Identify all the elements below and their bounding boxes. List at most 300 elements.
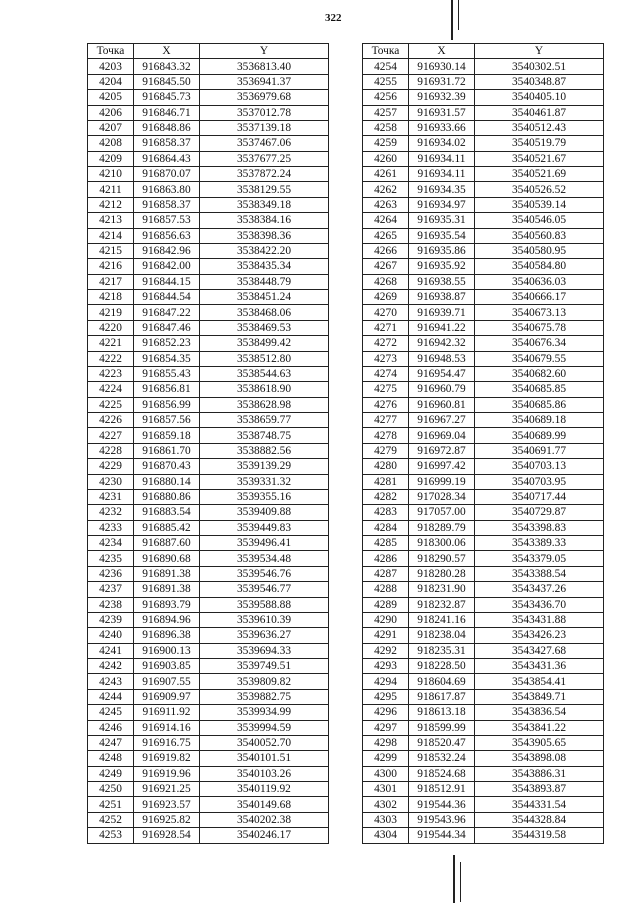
x-coordinate-cell: 916847.46 bbox=[134, 320, 200, 335]
x-coordinate-cell: 916885.42 bbox=[134, 520, 200, 535]
x-coordinate-cell: 916969.04 bbox=[409, 428, 475, 443]
point-number-cell: 4262 bbox=[363, 182, 409, 197]
x-coordinate-cell: 916928.54 bbox=[134, 828, 200, 843]
y-coordinate-cell: 3539809.82 bbox=[200, 674, 329, 689]
y-coordinate-cell: 3538398.36 bbox=[200, 228, 329, 243]
table-row bbox=[88, 90, 329, 105]
table-row bbox=[363, 659, 604, 674]
table-row bbox=[88, 582, 329, 597]
y-coordinate-cell: 3543388.54 bbox=[475, 566, 604, 581]
table-row bbox=[88, 566, 329, 581]
point-number-cell: 4267 bbox=[363, 259, 409, 274]
point-number-cell: 4286 bbox=[363, 551, 409, 566]
table-row bbox=[363, 705, 604, 720]
y-coordinate-cell: 3543398.83 bbox=[475, 520, 604, 535]
y-coordinate-cell: 3539546.77 bbox=[200, 582, 329, 597]
x-coordinate-cell: 916916.75 bbox=[134, 735, 200, 750]
point-number-cell: 4233 bbox=[88, 520, 134, 535]
point-number-cell: 4290 bbox=[363, 612, 409, 627]
y-coordinate-cell: 3536979.68 bbox=[200, 90, 329, 105]
point-number-cell: 4229 bbox=[88, 459, 134, 474]
table-row bbox=[88, 182, 329, 197]
point-number-cell: 4224 bbox=[88, 382, 134, 397]
y-coordinate-cell: 3540519.79 bbox=[475, 136, 604, 151]
y-coordinate-cell: 3540348.87 bbox=[475, 74, 604, 89]
x-coordinate-cell: 916932.39 bbox=[409, 90, 475, 105]
x-coordinate-cell: 916997.42 bbox=[409, 459, 475, 474]
y-coordinate-cell: 3540685.85 bbox=[475, 382, 604, 397]
y-coordinate-cell: 3543893.87 bbox=[475, 782, 604, 797]
x-coordinate-cell: 916847.22 bbox=[134, 305, 200, 320]
table-row bbox=[363, 766, 604, 781]
x-coordinate-cell: 916939.71 bbox=[409, 305, 475, 320]
x-coordinate-cell: 916846.71 bbox=[134, 105, 200, 120]
y-coordinate-cell: 3543427.68 bbox=[475, 643, 604, 658]
y-coordinate-cell: 3538349.18 bbox=[200, 197, 329, 212]
x-coordinate-cell: 918280.28 bbox=[409, 566, 475, 581]
coordinates-table-left bbox=[87, 43, 329, 844]
y-coordinate-cell: 3536941.37 bbox=[200, 74, 329, 89]
table-row bbox=[88, 167, 329, 182]
table-row bbox=[88, 659, 329, 674]
table-row bbox=[363, 489, 604, 504]
point-number-cell: 4217 bbox=[88, 274, 134, 289]
x-coordinate-cell: 918228.50 bbox=[409, 659, 475, 674]
table-row bbox=[88, 397, 329, 412]
point-number-cell: 4259 bbox=[363, 136, 409, 151]
x-coordinate-cell: 916919.82 bbox=[134, 751, 200, 766]
x-coordinate-cell: 916914.16 bbox=[134, 720, 200, 735]
point-number-cell: 4204 bbox=[88, 74, 134, 89]
y-coordinate-cell: 3543436.70 bbox=[475, 597, 604, 612]
table-row bbox=[88, 720, 329, 735]
y-coordinate-cell: 3540461.87 bbox=[475, 105, 604, 120]
y-coordinate-cell: 3540580.95 bbox=[475, 243, 604, 258]
x-coordinate-cell: 916880.14 bbox=[134, 474, 200, 489]
x-coordinate-cell: 916935.54 bbox=[409, 228, 475, 243]
x-coordinate-cell: 916960.79 bbox=[409, 382, 475, 397]
point-number-cell: 4296 bbox=[363, 705, 409, 720]
table-row bbox=[363, 628, 604, 643]
point-number-cell: 4297 bbox=[363, 720, 409, 735]
table-row bbox=[363, 566, 604, 581]
point-number-cell: 4206 bbox=[88, 105, 134, 120]
point-number-cell: 4211 bbox=[88, 182, 134, 197]
y-coordinate-cell: 3540546.05 bbox=[475, 213, 604, 228]
y-coordinate-cell: 3540202.38 bbox=[200, 812, 329, 827]
point-number-cell: 4248 bbox=[88, 751, 134, 766]
y-coordinate-cell: 3537872.24 bbox=[200, 167, 329, 182]
point-number-cell: 4254 bbox=[363, 59, 409, 74]
table-row bbox=[363, 397, 604, 412]
point-number-cell: 4249 bbox=[88, 766, 134, 781]
table-row bbox=[88, 151, 329, 166]
y-coordinate-cell: 3539994.59 bbox=[200, 720, 329, 735]
y-coordinate-cell: 3538882.56 bbox=[200, 443, 329, 458]
x-coordinate-cell: 918231.90 bbox=[409, 582, 475, 597]
y-coordinate-cell: 3539409.88 bbox=[200, 505, 329, 520]
point-number-cell: 4215 bbox=[88, 243, 134, 258]
table-row bbox=[88, 705, 329, 720]
point-number-cell: 4281 bbox=[363, 474, 409, 489]
table-row bbox=[88, 812, 329, 827]
y-coordinate-cell: 3543841.22 bbox=[475, 720, 604, 735]
x-coordinate-cell: 916999.19 bbox=[409, 474, 475, 489]
x-coordinate-cell: 918520.47 bbox=[409, 735, 475, 750]
y-coordinate-cell: 3544319.58 bbox=[475, 828, 604, 843]
table-row bbox=[88, 643, 329, 658]
point-number-cell: 4205 bbox=[88, 90, 134, 105]
point-number-cell: 4273 bbox=[363, 351, 409, 366]
point-number-cell: 4277 bbox=[363, 413, 409, 428]
x-coordinate-cell: 916842.00 bbox=[134, 259, 200, 274]
y-coordinate-cell: 3544328.84 bbox=[475, 812, 604, 827]
x-coordinate-cell: 916931.72 bbox=[409, 74, 475, 89]
table-row bbox=[88, 259, 329, 274]
x-coordinate-cell: 916938.87 bbox=[409, 290, 475, 305]
table-row bbox=[363, 74, 604, 89]
x-coordinate-cell: 916954.47 bbox=[409, 366, 475, 381]
table-row bbox=[88, 274, 329, 289]
point-number-cell: 4235 bbox=[88, 551, 134, 566]
point-number-cell: 4301 bbox=[363, 782, 409, 797]
y-coordinate-cell: 3537677.25 bbox=[200, 151, 329, 166]
y-coordinate-cell: 3540521.69 bbox=[475, 167, 604, 182]
point-number-cell: 4207 bbox=[88, 120, 134, 135]
x-coordinate-cell: 916919.96 bbox=[134, 766, 200, 781]
x-coordinate-cell: 916883.54 bbox=[134, 505, 200, 520]
table-row bbox=[88, 197, 329, 212]
y-coordinate-cell: 3538468.06 bbox=[200, 305, 329, 320]
table-row bbox=[88, 612, 329, 627]
point-number-cell: 4241 bbox=[88, 643, 134, 658]
point-number-cell: 4220 bbox=[88, 320, 134, 335]
x-coordinate-cell: 916880.86 bbox=[134, 489, 200, 504]
y-coordinate-cell: 3540302.51 bbox=[475, 59, 604, 74]
point-number-cell: 4288 bbox=[363, 582, 409, 597]
x-coordinate-cell: 916931.57 bbox=[409, 105, 475, 120]
x-coordinate-cell: 916843.32 bbox=[134, 59, 200, 74]
y-coordinate-cell: 3539588.88 bbox=[200, 597, 329, 612]
table-row bbox=[88, 797, 329, 812]
table-row bbox=[363, 151, 604, 166]
x-coordinate-cell: 916934.02 bbox=[409, 136, 475, 151]
table-row bbox=[363, 643, 604, 658]
x-coordinate-cell: 916844.15 bbox=[134, 274, 200, 289]
point-number-cell: 4237 bbox=[88, 582, 134, 597]
y-coordinate-cell: 3538544.63 bbox=[200, 366, 329, 381]
table-row bbox=[363, 182, 604, 197]
table-row bbox=[88, 413, 329, 428]
x-coordinate-cell: 916911.92 bbox=[134, 705, 200, 720]
x-coordinate-cell: 916856.63 bbox=[134, 228, 200, 243]
y-coordinate-cell: 3539749.51 bbox=[200, 659, 329, 674]
table-row bbox=[88, 505, 329, 520]
table-row bbox=[88, 59, 329, 74]
x-coordinate-cell: 918524.68 bbox=[409, 766, 475, 781]
y-coordinate-cell: 3538448.79 bbox=[200, 274, 329, 289]
table-row bbox=[363, 505, 604, 520]
y-coordinate-cell: 3540703.13 bbox=[475, 459, 604, 474]
y-coordinate-cell: 3540689.18 bbox=[475, 413, 604, 428]
point-number-cell: 4302 bbox=[363, 797, 409, 812]
point-number-cell: 4276 bbox=[363, 397, 409, 412]
y-coordinate-cell: 3540676.34 bbox=[475, 336, 604, 351]
header-x: X bbox=[409, 44, 475, 59]
point-number-cell: 4255 bbox=[363, 74, 409, 89]
table-row bbox=[363, 443, 604, 458]
x-coordinate-cell: 918232.87 bbox=[409, 597, 475, 612]
x-coordinate-cell: 916903.85 bbox=[134, 659, 200, 674]
x-coordinate-cell: 918512.91 bbox=[409, 782, 475, 797]
x-coordinate-cell: 916934.35 bbox=[409, 182, 475, 197]
table-row bbox=[88, 320, 329, 335]
table-row bbox=[363, 520, 604, 535]
point-number-cell: 4223 bbox=[88, 366, 134, 381]
x-coordinate-cell: 916864.43 bbox=[134, 151, 200, 166]
table-row bbox=[88, 689, 329, 704]
table-row bbox=[363, 689, 604, 704]
y-coordinate-cell: 3540101.51 bbox=[200, 751, 329, 766]
table-row bbox=[363, 674, 604, 689]
x-coordinate-cell: 918604.69 bbox=[409, 674, 475, 689]
x-coordinate-cell: 916857.56 bbox=[134, 413, 200, 428]
y-coordinate-cell: 3543379.05 bbox=[475, 551, 604, 566]
table-row bbox=[88, 74, 329, 89]
point-number-cell: 4294 bbox=[363, 674, 409, 689]
x-coordinate-cell: 916938.55 bbox=[409, 274, 475, 289]
y-coordinate-cell: 3539882.75 bbox=[200, 689, 329, 704]
table-row bbox=[363, 259, 604, 274]
point-number-cell: 4272 bbox=[363, 336, 409, 351]
y-coordinate-cell: 3539546.76 bbox=[200, 566, 329, 581]
x-coordinate-cell: 916845.50 bbox=[134, 74, 200, 89]
table-row bbox=[88, 828, 329, 843]
table-row bbox=[363, 320, 604, 335]
y-coordinate-cell: 3539331.32 bbox=[200, 474, 329, 489]
y-coordinate-cell: 3536813.40 bbox=[200, 59, 329, 74]
table-row bbox=[363, 797, 604, 812]
x-coordinate-cell: 916855.43 bbox=[134, 366, 200, 381]
header-point: Точка bbox=[88, 44, 134, 59]
y-coordinate-cell: 3539534.48 bbox=[200, 551, 329, 566]
point-number-cell: 4244 bbox=[88, 689, 134, 704]
table-row bbox=[363, 751, 604, 766]
table-row bbox=[363, 612, 604, 627]
x-coordinate-cell: 916909.97 bbox=[134, 689, 200, 704]
y-coordinate-cell: 3540103.26 bbox=[200, 766, 329, 781]
table-row bbox=[363, 105, 604, 120]
y-coordinate-cell: 3543886.31 bbox=[475, 766, 604, 781]
x-coordinate-cell: 916857.53 bbox=[134, 213, 200, 228]
point-number-cell: 4240 bbox=[88, 628, 134, 643]
scan-fold-mark bbox=[458, 0, 459, 30]
y-coordinate-cell: 3540682.60 bbox=[475, 366, 604, 381]
point-number-cell: 4218 bbox=[88, 290, 134, 305]
point-number-cell: 4216 bbox=[88, 259, 134, 274]
y-coordinate-cell: 3540691.77 bbox=[475, 443, 604, 458]
y-coordinate-cell: 3539934.99 bbox=[200, 705, 329, 720]
y-coordinate-cell: 3543849.71 bbox=[475, 689, 604, 704]
point-number-cell: 4284 bbox=[363, 520, 409, 535]
x-coordinate-cell: 918300.06 bbox=[409, 536, 475, 551]
y-coordinate-cell: 3538512.80 bbox=[200, 351, 329, 366]
y-coordinate-cell: 3539610.39 bbox=[200, 612, 329, 627]
point-number-cell: 4227 bbox=[88, 428, 134, 443]
y-coordinate-cell: 3540685.86 bbox=[475, 397, 604, 412]
y-coordinate-cell: 3540673.13 bbox=[475, 305, 604, 320]
header-y: Y bbox=[475, 44, 604, 59]
x-coordinate-cell: 918613.18 bbox=[409, 705, 475, 720]
y-coordinate-cell: 3543431.36 bbox=[475, 659, 604, 674]
x-coordinate-cell: 916948.53 bbox=[409, 351, 475, 366]
y-coordinate-cell: 3543389.33 bbox=[475, 536, 604, 551]
coordinates-table-right bbox=[362, 43, 604, 844]
x-coordinate-cell: 918532.24 bbox=[409, 751, 475, 766]
point-number-cell: 4271 bbox=[363, 320, 409, 335]
y-coordinate-cell: 3540636.03 bbox=[475, 274, 604, 289]
point-number-cell: 4253 bbox=[88, 828, 134, 843]
table-row bbox=[88, 459, 329, 474]
x-coordinate-cell: 918241.16 bbox=[409, 612, 475, 627]
point-number-cell: 4268 bbox=[363, 274, 409, 289]
point-number-cell: 4258 bbox=[363, 120, 409, 135]
point-number-cell: 4222 bbox=[88, 351, 134, 366]
table-row bbox=[363, 428, 604, 443]
table-row bbox=[363, 305, 604, 320]
point-number-cell: 4219 bbox=[88, 305, 134, 320]
x-coordinate-cell: 917028.34 bbox=[409, 489, 475, 504]
point-number-cell: 4228 bbox=[88, 443, 134, 458]
point-number-cell: 4251 bbox=[88, 797, 134, 812]
point-number-cell: 4245 bbox=[88, 705, 134, 720]
x-coordinate-cell: 918289.79 bbox=[409, 520, 475, 535]
x-coordinate-cell: 916854.35 bbox=[134, 351, 200, 366]
x-coordinate-cell: 916842.96 bbox=[134, 243, 200, 258]
x-coordinate-cell: 916972.87 bbox=[409, 443, 475, 458]
table-row bbox=[88, 628, 329, 643]
table-row bbox=[363, 366, 604, 381]
table-row bbox=[88, 213, 329, 228]
table-row bbox=[88, 382, 329, 397]
x-coordinate-cell: 916900.13 bbox=[134, 643, 200, 658]
x-coordinate-cell: 916870.07 bbox=[134, 167, 200, 182]
table-row bbox=[363, 290, 604, 305]
y-coordinate-cell: 3540405.10 bbox=[475, 90, 604, 105]
point-number-cell: 4298 bbox=[363, 735, 409, 750]
point-number-cell: 4238 bbox=[88, 597, 134, 612]
y-coordinate-cell: 3544331.54 bbox=[475, 797, 604, 812]
scan-fold-mark bbox=[453, 855, 455, 903]
point-number-cell: 4270 bbox=[363, 305, 409, 320]
x-coordinate-cell: 916856.81 bbox=[134, 382, 200, 397]
y-coordinate-cell: 3537467.06 bbox=[200, 136, 329, 151]
point-number-cell: 4295 bbox=[363, 689, 409, 704]
point-number-cell: 4274 bbox=[363, 366, 409, 381]
y-coordinate-cell: 3540666.17 bbox=[475, 290, 604, 305]
header-y: Y bbox=[200, 44, 329, 59]
table-row bbox=[88, 674, 329, 689]
point-number-cell: 4230 bbox=[88, 474, 134, 489]
x-coordinate-cell: 916859.18 bbox=[134, 428, 200, 443]
y-coordinate-cell: 3538129.55 bbox=[200, 182, 329, 197]
x-coordinate-cell: 916907.55 bbox=[134, 674, 200, 689]
table-row bbox=[88, 105, 329, 120]
table-row bbox=[363, 351, 604, 366]
table-row bbox=[88, 336, 329, 351]
point-number-cell: 4225 bbox=[88, 397, 134, 412]
y-coordinate-cell: 3540703.95 bbox=[475, 474, 604, 489]
x-coordinate-cell: 916935.92 bbox=[409, 259, 475, 274]
point-number-cell: 4260 bbox=[363, 151, 409, 166]
point-number-cell: 4226 bbox=[88, 413, 134, 428]
x-coordinate-cell: 916856.99 bbox=[134, 397, 200, 412]
table-row bbox=[88, 766, 329, 781]
x-coordinate-cell: 916870.43 bbox=[134, 459, 200, 474]
point-number-cell: 4299 bbox=[363, 751, 409, 766]
point-number-cell: 4246 bbox=[88, 720, 134, 735]
x-coordinate-cell: 916896.38 bbox=[134, 628, 200, 643]
table-row bbox=[363, 136, 604, 151]
x-coordinate-cell: 916893.79 bbox=[134, 597, 200, 612]
x-coordinate-cell: 916894.96 bbox=[134, 612, 200, 627]
y-coordinate-cell: 3540675.78 bbox=[475, 320, 604, 335]
y-coordinate-cell: 3538384.16 bbox=[200, 213, 329, 228]
table-row bbox=[88, 474, 329, 489]
table-row bbox=[363, 228, 604, 243]
x-coordinate-cell: 918599.99 bbox=[409, 720, 475, 735]
x-coordinate-cell: 916848.86 bbox=[134, 120, 200, 135]
y-coordinate-cell: 3543431.88 bbox=[475, 612, 604, 627]
x-coordinate-cell: 916942.32 bbox=[409, 336, 475, 351]
y-coordinate-cell: 3540521.67 bbox=[475, 151, 604, 166]
x-coordinate-cell: 916845.73 bbox=[134, 90, 200, 105]
x-coordinate-cell: 918617.87 bbox=[409, 689, 475, 704]
y-coordinate-cell: 3540679.55 bbox=[475, 351, 604, 366]
x-coordinate-cell: 916887.60 bbox=[134, 536, 200, 551]
point-number-cell: 4236 bbox=[88, 566, 134, 581]
header-point: Точка bbox=[363, 44, 409, 59]
table-row bbox=[88, 136, 329, 151]
y-coordinate-cell: 3539355.16 bbox=[200, 489, 329, 504]
table-row bbox=[363, 551, 604, 566]
table-row bbox=[363, 274, 604, 289]
y-coordinate-cell: 3540512.43 bbox=[475, 120, 604, 135]
point-number-cell: 4232 bbox=[88, 505, 134, 520]
point-number-cell: 4209 bbox=[88, 151, 134, 166]
point-number-cell: 4250 bbox=[88, 782, 134, 797]
table-row bbox=[363, 582, 604, 597]
table-row bbox=[363, 90, 604, 105]
table-row bbox=[363, 597, 604, 612]
x-coordinate-cell: 916890.68 bbox=[134, 551, 200, 566]
x-coordinate-cell: 916934.97 bbox=[409, 197, 475, 212]
table-row bbox=[88, 351, 329, 366]
point-number-cell: 4210 bbox=[88, 167, 134, 182]
table-row bbox=[363, 213, 604, 228]
y-coordinate-cell: 3538469.53 bbox=[200, 320, 329, 335]
point-number-cell: 4247 bbox=[88, 735, 134, 750]
x-coordinate-cell: 916921.25 bbox=[134, 782, 200, 797]
table-row bbox=[88, 120, 329, 135]
table-row bbox=[88, 243, 329, 258]
y-coordinate-cell: 3540246.17 bbox=[200, 828, 329, 843]
point-number-cell: 4213 bbox=[88, 213, 134, 228]
x-coordinate-cell: 916844.54 bbox=[134, 290, 200, 305]
table-row bbox=[363, 459, 604, 474]
point-number-cell: 4214 bbox=[88, 228, 134, 243]
y-coordinate-cell: 3539139.29 bbox=[200, 459, 329, 474]
